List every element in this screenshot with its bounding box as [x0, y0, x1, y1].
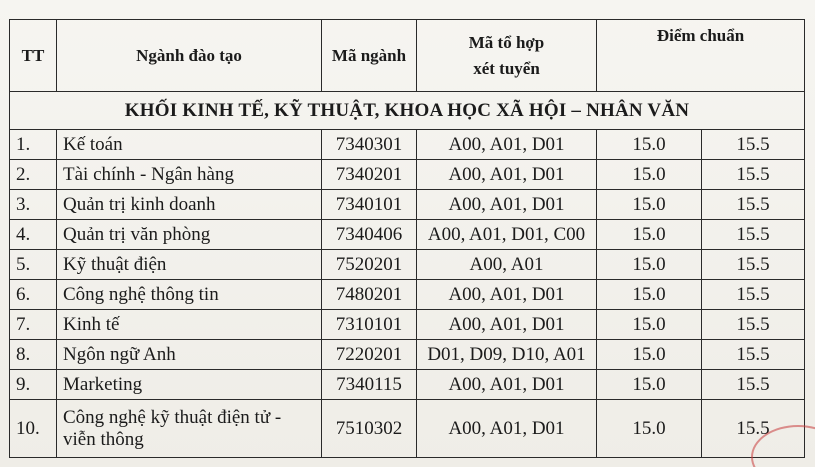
row-combo: A00, A01, D01: [417, 280, 597, 310]
row-tt: 2.: [10, 160, 57, 190]
row-code: 7310101: [322, 310, 417, 340]
row-combo: A00, A01, D01: [417, 400, 597, 458]
row-code: 7510302: [322, 400, 417, 458]
row-major: Ngôn ngữ Anh: [57, 340, 322, 370]
row-code: 7480201: [322, 280, 417, 310]
table-row: [10, 220, 805, 250]
row-code: 7340301: [322, 130, 417, 160]
row-score1: 15.0: [597, 130, 702, 160]
row-tt: 8.: [10, 340, 57, 370]
header-combo: [417, 20, 597, 92]
table-row: [10, 130, 805, 160]
row-combo: A00, A01, D01: [417, 160, 597, 190]
row-score1: 15.0: [597, 160, 702, 190]
row-major: Kỹ thuật điện: [57, 250, 322, 280]
row-score2: 15.5: [702, 370, 805, 400]
row-tt: 7.: [10, 310, 57, 340]
row-major: Kế toán: [57, 130, 322, 160]
header-score: Điểm chuẩn: [597, 20, 805, 92]
row-score1: 15.0: [597, 400, 702, 458]
row-score1: 15.0: [597, 310, 702, 340]
table-row: [10, 310, 805, 340]
table-body: [10, 130, 805, 400]
row-combo: A00, A01, D01: [417, 130, 597, 160]
header-tt: TT: [10, 20, 57, 92]
table-row: [10, 190, 805, 220]
row-score2: 15.5: [702, 400, 805, 458]
row-tt: 3.: [10, 190, 57, 220]
row-tt: 1.: [10, 130, 57, 160]
header-code: Mã ngành: [322, 20, 417, 92]
row-major: Kinh tế: [57, 310, 322, 340]
row-score1: 15.0: [597, 370, 702, 400]
header-combo-line1: Mã tổ hợp: [468, 32, 545, 52]
row-code: 7340101: [322, 190, 417, 220]
row-score2: 15.5: [702, 340, 805, 370]
row-major-line1: Công nghệ kỹ thuật điện tử -: [63, 406, 282, 428]
row-tt: 9.: [10, 370, 57, 400]
row-combo: D01, D09, D10, A01: [417, 340, 597, 370]
row-score1: 15.0: [597, 190, 702, 220]
row-major: Tài chính - Ngân hàng: [57, 160, 322, 190]
table-row: [10, 370, 805, 400]
row-score1: 15.0: [597, 250, 702, 280]
row-code: 7220201: [322, 340, 417, 370]
row-code: 7340201: [322, 160, 417, 190]
table-row: [10, 340, 805, 370]
row-code: 7340406: [322, 220, 417, 250]
row-score1: 15.0: [597, 220, 702, 250]
row-score1: 15.0: [597, 340, 702, 370]
row-major: Marketing: [57, 370, 322, 400]
row-tt: 4.: [10, 220, 57, 250]
row-tt: 6.: [10, 280, 57, 310]
row-score2: 15.5: [702, 220, 805, 250]
row-code: 7340115: [322, 370, 417, 400]
table-row: [10, 250, 805, 280]
row-score2: 15.5: [702, 130, 805, 160]
row-combo: A00, A01, D01: [417, 310, 597, 340]
row-major-line2: viễn thông: [63, 428, 144, 450]
row-score2: 15.5: [702, 190, 805, 220]
table-row: [10, 400, 805, 458]
row-combo: A00, A01, D01: [417, 190, 597, 220]
row-combo: A00, A01, D01: [417, 370, 597, 400]
row-tt: 5.: [10, 250, 57, 280]
row-major: Quản trị kinh doanh: [57, 190, 322, 220]
header-major: Ngành đào tạo: [57, 20, 322, 92]
row-tt: 10.: [10, 400, 57, 458]
row-score1: 15.0: [597, 280, 702, 310]
row-score2: 15.5: [702, 310, 805, 340]
row-combo: A00, A01, D01, C00: [417, 220, 597, 250]
row-major: Quản trị văn phòng: [57, 220, 322, 250]
table-row: [10, 280, 805, 310]
row-score2: 15.5: [702, 280, 805, 310]
header-row: [10, 20, 805, 92]
section-title: KHỐI KINH TẾ, KỸ THUẬT, KHOA HỌC XÃ HỘI – NHÂN VĂN: [10, 92, 805, 130]
row-major: [57, 400, 322, 458]
table-row: [10, 160, 805, 190]
row-score2: 15.5: [702, 160, 805, 190]
row-code: 7520201: [322, 250, 417, 280]
header-combo-line2: xét tuyển: [473, 58, 540, 78]
row-combo: A00, A01: [417, 250, 597, 280]
row-major: Công nghệ thông tin: [57, 280, 322, 310]
section-row: [10, 92, 805, 130]
row-score2: 15.5: [702, 250, 805, 280]
admission-score-table: [9, 19, 805, 458]
